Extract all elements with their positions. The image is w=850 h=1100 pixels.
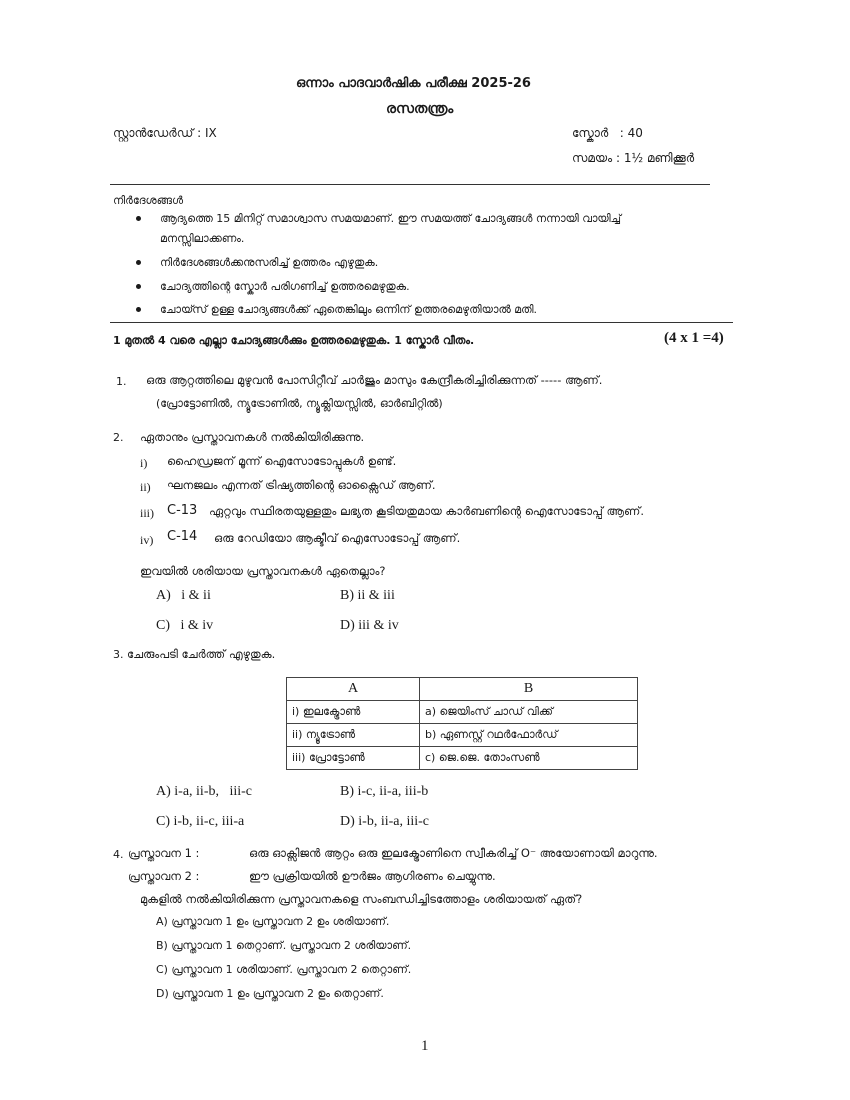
bullet-icon	[136, 284, 141, 289]
q2-statement-code: C-14	[167, 529, 198, 544]
page-number: 1	[421, 1038, 429, 1054]
table-cell: i) ഇലക്ട്രോൺ	[287, 701, 420, 724]
column-header-a: A	[287, 678, 420, 701]
table-row	[287, 701, 638, 724]
q2-statement-text: ഹൈഡ്രജന് മൂന്ന് ഐസോടോപ്പുകൾ ഉണ്ട്.	[167, 454, 397, 468]
table-header-row	[287, 678, 638, 701]
q2-statement-text: ഒരു റേഡിയോ ആക്ടീവ് ഐസോടോപ്പ് ആണ്.	[214, 531, 461, 545]
q2-statement-label: iv)	[140, 533, 154, 547]
q3-choice-b: B) i-c, ii-a, iii-b	[340, 784, 429, 799]
column-header-b: B	[420, 678, 638, 701]
header-divider	[110, 184, 710, 185]
instruction-item-3: ചോദ്യത്തിന്റെ സ്കോർ പരിഗണിച്ച് ഉത്തരമെഴുതുക.	[160, 280, 410, 293]
instructions-divider	[110, 322, 733, 323]
bullet-icon	[136, 307, 141, 312]
q2-number: 2.	[113, 431, 124, 444]
instruction-item-4: ചോയ്സ് ഉള്ള ചോദ്യങ്ങൾക്ക് ഏതെങ്കിലും ഒന്നിന് ഉത്തരമെഴുതിയാൽ മതി.	[160, 303, 538, 316]
q2-statement-label: i)	[140, 456, 148, 470]
table-cell: iii) പ്രോട്ടോൺ	[287, 747, 420, 770]
q2-statement-label: ii)	[140, 480, 151, 494]
subject-title: രസതന്ത്രം	[386, 101, 454, 117]
q4-statement-2-text: ഈ പ്രക്രിയയിൽ ഊർജം ആഗിരണം ചെയ്യുന്നു.	[249, 869, 496, 883]
q1-text: ഒരു ആറ്റത്തിലെ മുഴുവൻ പോസിറ്റീവ് ചാർജും മാസും കേന്ദ്രീകരിച്ചിരിക്കുന്നത് ----- ആണ്.	[146, 373, 603, 387]
q3-choice-c: C) i-b, ii-c, iii-a	[156, 814, 245, 829]
q4-question: മുകളിൽ നൽകിയിരിക്കുന്ന പ്രസ്താവനകളെ സംബന്ധിച്ചിടത്തോളം ശരിയായത് ഏത്?	[140, 892, 583, 906]
bullet-icon	[136, 260, 141, 265]
bullet-icon	[136, 216, 141, 221]
standard-label: സ്റ്റാൻഡേർഡ് : IX	[113, 126, 217, 140]
q2-choice-b: B) ii & iii	[340, 588, 395, 603]
exam-title: ഒന്നാം പാദവാർഷിക പരീക്ഷ 2025-26	[296, 76, 531, 91]
table-cell: c) ജെ.ജെ. തോംസൺ	[420, 747, 638, 770]
q2-choice-a: A) i & ii	[156, 588, 211, 603]
table-cell: ii) ന്യൂട്രോൺ	[287, 724, 420, 747]
q4-choice-d: D) പ്രസ്താവന 1 ഉം പ്രസ്താവന 2 ഉം തെറ്റാണ്.	[156, 987, 384, 1000]
q3-number: 3.	[113, 648, 124, 661]
q4-number: 4.	[113, 848, 124, 861]
match-table	[286, 677, 638, 770]
q2-text: ഏതാനും പ്രസ്താവനകൾ നൽകിയിരിക്കുന്നു.	[140, 430, 365, 444]
instruction-item-1-cont: മനസ്സിലാക്കണം.	[160, 232, 245, 245]
q2-question: ഇവയിൽ ശരിയായ പ്രസ്താവനകൾ ഏതെല്ലാം?	[140, 564, 386, 578]
q2-choice-c: C) i & iv	[156, 618, 214, 633]
q4-statement-1-text: ഒരു ഓക്സിജൻ ആറ്റം ഒരു ഇലക്ട്രോണിനെ സ്വീകരിച്ച് O⁻ അയോണായി മാറുന്നു.	[249, 846, 658, 860]
q1-number: 1.	[116, 375, 127, 388]
q3-choice-d: D) i-b, ii-a, iii-c	[340, 814, 430, 829]
section-marks: (4 x 1 =4)	[664, 330, 724, 346]
q4-choice-c: C) പ്രസ്താവന 1 ശരിയാണ്. പ്രസ്താവന 2 തെറ്റാണ്.	[156, 963, 412, 976]
table-row	[287, 724, 638, 747]
q2-statement-text: ഏറ്റവും സ്ഥിരതയുള്ളതും ലഭ്യത കൂടിയതുമായ കാർബണിന്റെ ഐസോടോപ്പ് ആണ്.	[209, 504, 644, 518]
q4-statement-1-label: പ്രസ്താവന 1 :	[128, 846, 200, 860]
instructions-heading: നിർദേശങ്ങൾ	[113, 194, 184, 207]
table-row	[287, 747, 638, 770]
q1-options: (പ്രോട്ടോണിൽ, ന്യൂട്രോണിൽ, ന്യൂക്ലിയസ്സിൽ, ഓർബിറ്റിൽ)	[156, 397, 443, 410]
q2-statement-text: ഘനജലം എന്നത് ട്രിഷ്യത്തിന്റെ ഓക്സൈഡ് ആണ്.	[167, 478, 436, 492]
q3-choice-a: A) i-a, ii-b, iii-c	[156, 784, 253, 799]
q2-choice-d: D) iii & iv	[340, 618, 399, 633]
score-label: സ്കോർ : 40	[572, 126, 643, 140]
q2-statement-label: iii)	[140, 506, 154, 520]
q4-choice-a: A) പ്രസ്താവന 1 ഉം പ്രസ്താവന 2 ഉം ശരിയാണ്.	[156, 915, 390, 928]
q4-choice-b: B) പ്രസ്താവന 1 തെറ്റാണ്. പ്രസ്താവന 2 ശരിയാണ്.	[156, 939, 412, 952]
instruction-item-1: ആദ്യത്തെ 15 മിനിറ്റ് സമാശ്വാസ സമയമാണ്. ഈ സമയത്ത് ചോദ്യങ്ങൾ നന്നായി വായിച്ച്	[160, 212, 622, 225]
q3-text: ചേരുംപടി ചേർത്ത് എഴുതുക.	[127, 647, 276, 661]
section-instruction: 1 മുതൽ 4 വരെ എല്ലാ ചോദ്യങ്ങൾക്കും ഉത്തരമെഴുതുക. 1 സ്കോർ വീതം.	[113, 334, 475, 347]
q2-statement-code: C-13	[167, 503, 198, 518]
table-cell: a) ജെയിംസ് ചാഡ് വിക്ക്	[420, 701, 638, 724]
q4-statement-2-label: പ്രസ്താവന 2 :	[128, 869, 200, 883]
table-cell: b) ഏണസ്റ്റ് റഥർഫോർഡ്	[420, 724, 638, 747]
instruction-item-2: നിർദേശങ്ങൾക്കനുസരിച്ച് ഉത്തരം എഴുതുക.	[160, 256, 379, 269]
time-label: സമയം : 1½ മണിക്കൂർ	[572, 151, 695, 165]
